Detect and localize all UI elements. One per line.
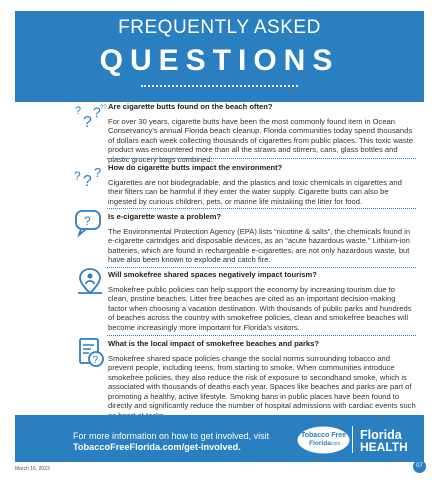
footer-text: For more information on how to get involved, visit	[73, 431, 270, 441]
svg-text:?: ?	[94, 165, 102, 180]
faq-header	[15, 11, 424, 102]
question-marks-icon	[72, 160, 108, 190]
faq-divider	[107, 267, 416, 268]
svg-text:?: ?	[93, 104, 101, 120]
svg-text:??: ??	[100, 105, 107, 111]
logo-separator	[352, 426, 353, 453]
faq-divider	[107, 158, 416, 159]
footer-link[interactable]: TobaccoFreeFlorida.com/get-involved.	[73, 442, 241, 452]
faq-answer: Smokefree public policies can help support the economy by increasing tourism due to clean, pristine beaches. Litter free beaches are cited as an important decision-making factor when choosing a vacation destination. With thousands of public parks and hundreds of beaches across the country with smokefree policies, clean and smokefree beaches will become increasingly more important for Florida's visitors.	[108, 284, 412, 332]
question-marks-icon	[72, 101, 108, 131]
faq-divider	[107, 208, 416, 209]
faq-item	[108, 339, 416, 420]
header-divider	[141, 85, 298, 87]
logo2-line2: HEALTH	[360, 440, 408, 454]
faq-divider	[107, 335, 416, 336]
faq-item	[108, 270, 416, 332]
faq-answer: The Environmental Protection Agency (EPA) lists “nicotine & salts”, the chemicals found in e-cigarette cartridges and disposable devices, as an “acute hazardous waste.” Lithium-ion batteries, which are found in rechargeable e-cigarettes, are not only hazardous waste, but have also been known to explode and catch fire.	[108, 226, 411, 264]
document-question-icon	[72, 338, 108, 368]
logo1-suffix: .com	[329, 441, 341, 447]
publish-date: March 16, 2023	[15, 466, 50, 472]
svg-text:?: ?	[74, 169, 81, 183]
florida-health-logo	[358, 426, 422, 454]
header-title: QUESTIONS	[99, 44, 340, 77]
svg-text:?: ?	[75, 105, 82, 117]
svg-text:?: ?	[92, 355, 99, 366]
faq-question: What is the local impact of smokefree beaches and parks?	[108, 339, 320, 348]
faq-answer: For over 30 years, cigarette butts have been the most commonly found item in Ocean Conservancy's annual Florida beach cleanup. Florida communities today spend thousands of dollars each week collecting thousands of cigarettes from public places. This toxic waste product was encountered more than all the straws and stirrers, cans, glass bottles and plastic grocery bags combined.	[108, 116, 414, 164]
logo2-line1: Florida	[360, 428, 402, 442]
faq-item	[108, 163, 416, 206]
faq-answer: Cigarettes are not biodegradable, and the plastics and toxic chemicals in cigarettes and their filters can be harmful if they enter the water supply. Cigarette butts can also be ingested by curious children, pets, or marine life mistaking the litter for food.	[108, 177, 402, 206]
location-person-icon	[72, 267, 108, 297]
logo1-line2: Florida	[309, 440, 331, 447]
faq-answer: Smokefree shared space policies change the social norms surrounding tobacco and prevent people, including teens, from starting to smoke. When communities introduce smokefree policies, they also reduce the risk of exposure to secondhand smoke, which is associated with thousands of deaths each year. Spaces like beaches and parks are part of promoting a healthy, active lifestyle. Smoking bans in public places have been found to directly and significantly reduce the number of hospital admissions with cardiac events such	[108, 353, 416, 410]
faq-question: How do cigarette butts impact the environment?	[108, 163, 283, 172]
faq-question: Is e-cigarette waste a problem?	[108, 212, 222, 221]
page-number: 07	[413, 460, 426, 473]
faq-question: Are cigarette butts found on the beach often?	[108, 102, 273, 111]
faq-item	[108, 212, 416, 265]
faq-question: Will smokefree shared spaces negatively impact tourism?	[108, 270, 317, 279]
tobacco-free-florida-logo	[297, 426, 350, 454]
faq-item	[108, 102, 416, 164]
logo1-line1: Tobacco Free	[301, 432, 346, 439]
svg-text:?: ?	[83, 114, 92, 131]
footer-banner	[15, 415, 424, 462]
svg-text:?: ?	[83, 173, 92, 190]
header-subtitle: FREQUENTLY ASKED	[118, 17, 321, 38]
speech-bubble-question-icon	[72, 208, 108, 238]
svg-text:?: ?	[84, 214, 91, 228]
